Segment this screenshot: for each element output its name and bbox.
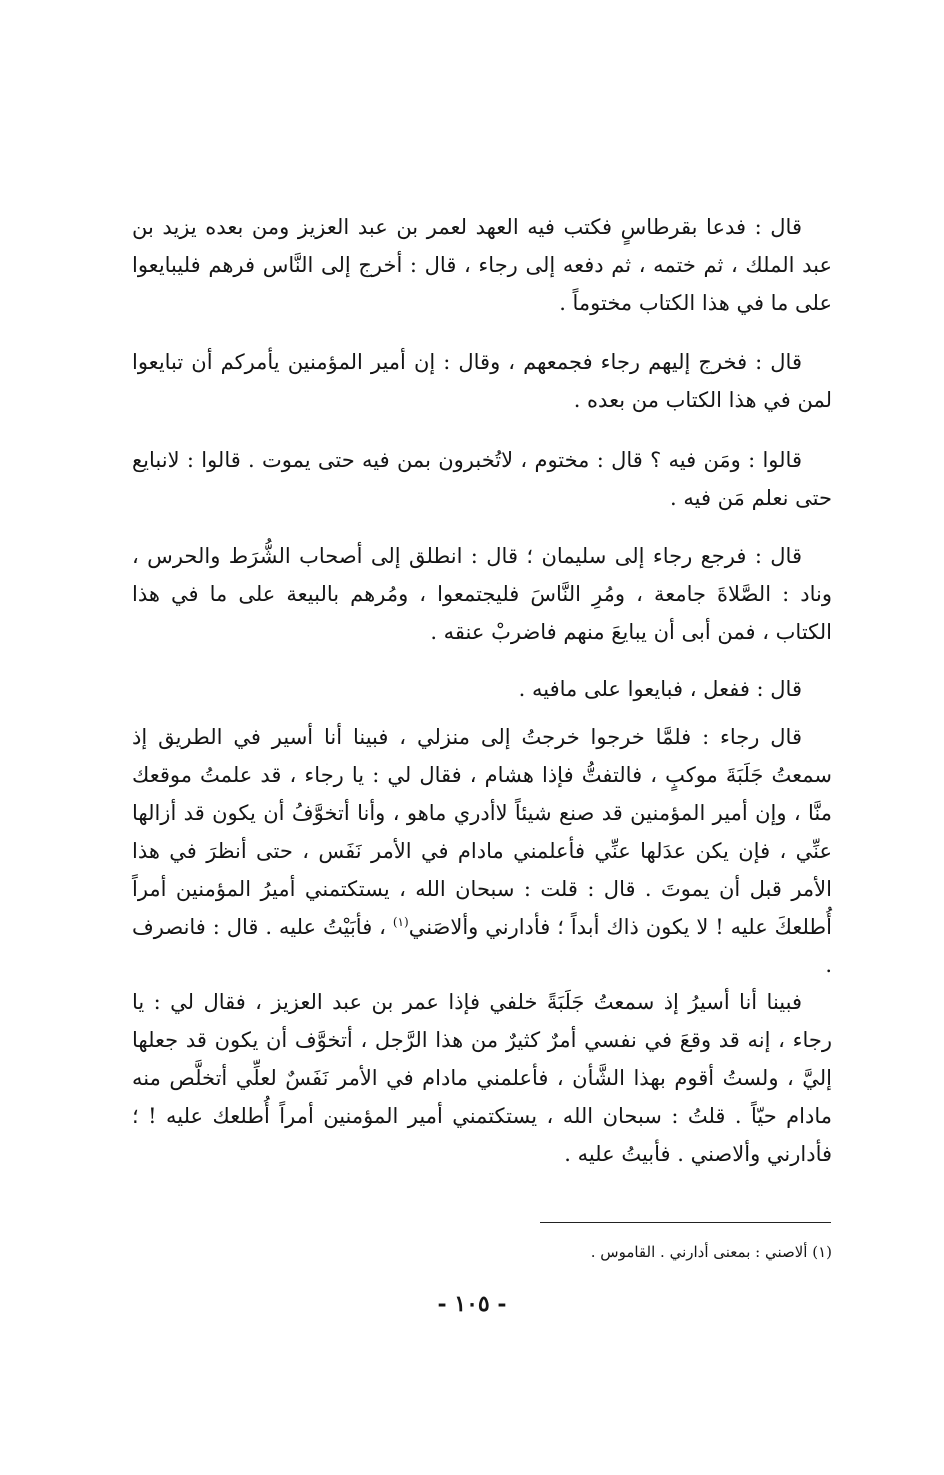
paragraph-6	[132, 718, 832, 984]
paragraph-6-tail: ، فأبَيْتُ عليه . قال : فانصرف .	[132, 915, 832, 977]
page-number: - ١٠٥ -	[437, 1291, 507, 1317]
paragraph-7: فبينا أنا أسيرُ إذ سمعتُ جَلَبَةً خلفي فإذا عمر بن عبد العزيز ، فقال لي : يا رجاء ، إنه قد وقعَ في نفسي أمرٌ كثيرٌ من هذا الرَّجل ، أتخوَّف أن يكون قد جعلها إليَّ ، ولستُ أقوم بهذا الشَّأن ، فأعلمني مادام في الأمر نَفَسٌ لعلِّي أتخلَّص منه مادام حيّاً . قلتُ : سبحان الله ، يستكتمني أمير المؤمنين أمراً أُطلعك عليه ! ؛ فأدارني وألاصني . فأبيتُ عليه .	[132, 990, 832, 1166]
paragraph-2: قال : فخرج إليهم رجاء فجمعهم ، وقال : إن أمير المؤمنين يأمركم أن تبايعوا لمن في هذا الكتاب من بعده .	[132, 350, 832, 412]
paragraph-4: قال : فرجع رجاء إلى سليمان ؛ قال : انطلق إلى أصحاب الشُّرَط والحرس ، وناد : الصَّلاةَ جامعة ، ومُرِ النَّاسَ فليجتمعوا ، ومُرهم بالبيعة على ما في هذا الكتاب ، فمن أبى أن يبايعَ منهم فاضربْ عنقه .	[132, 544, 832, 644]
footnote: (١) ألاصني : بمعنى أدارني . القاموس .	[590, 1243, 832, 1261]
paragraph-1: قال : فدعا بقرطاسٍ فكتب فيه العهد لعمر بن عبد العزيز ومن بعده يزيد بن عبد الملك ، ثم ختمه ، ثم دفعه إلى رجاء ، قال : أخرج إلى النَّاس فرهم فليبايعوا على ما في هذا الكتاب مختوماً .	[132, 215, 832, 315]
paragraph-5: قال : ففعل ، فبايعوا على مافيه .	[518, 677, 802, 701]
footnote-divider	[540, 1222, 831, 1223]
paragraph-6-text: قال رجاء : فلمَّا خرجوا خرجتُ إلى منزلي ، فبينا أنا أسير في الطريق إذ سمعتُ جَلَبَةَ موكبٍ ، فالتفتُّ فإذا هشام ، فقال لي : يا رجاء ، قد علمتُ موقعك منَّا ، وإن أمير المؤمنين قد صنع شيئاً لاأدري ماهو ، وأنا أتخوَّفُ أن يكون قد أزالها عنِّي ، فإن يكن عدَلها عنِّي فأعلمني مادام في الأمر نَفَس ، حتى أنظرَ في هذا الأمر قبل أن يموتَ . قال : قلت : سبحان الله ، يستكتمني أميرُ المؤمنين أمراً أُطلعكَ عليه ! لا يكون ذاك أبداً ؛ فأدارني وألاصَني	[132, 725, 832, 939]
footnote-reference: (١)	[392, 915, 409, 929]
paragraph-3: قالوا : ومَن فيه ؟ قال : مختوم ، لاتُخبرون بمن فيه حتى يموت . قالوا : لانبايع حتى نعلم مَن فيه .	[132, 448, 832, 510]
